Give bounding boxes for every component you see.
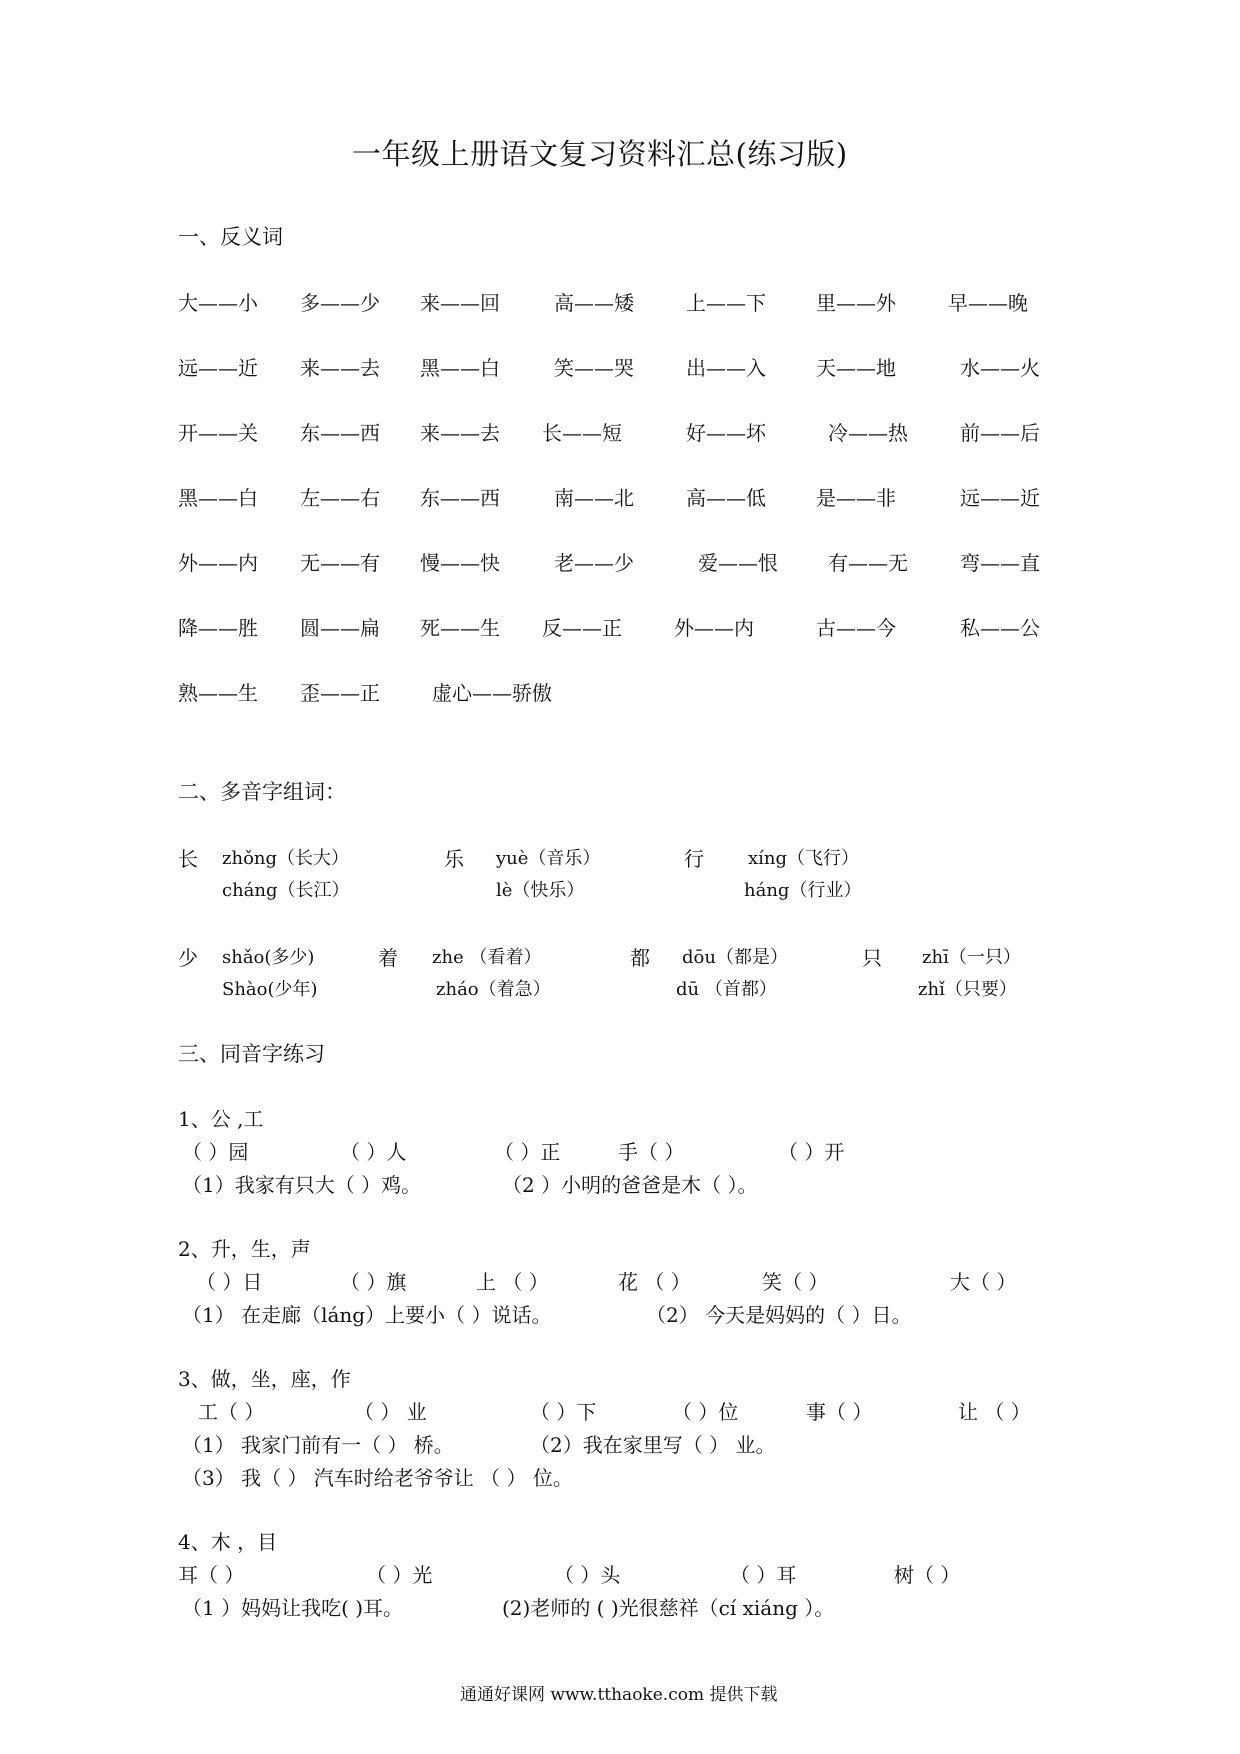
antonym-pair: 天——地	[816, 356, 896, 380]
antonym-pair: 南——北	[554, 486, 634, 510]
polyphone-reading: zhǐ（只要）	[918, 979, 1017, 1000]
polyphone-reading: yuè（音乐）	[496, 848, 601, 869]
antonym-pair: 笑——哭	[554, 356, 634, 380]
fill-sentence: （1） 我家门前有一（ ） 桥。	[182, 1433, 454, 1457]
antonym-pair: 弯——直	[960, 551, 1040, 575]
antonym-pair: 前——后	[960, 421, 1040, 445]
antonym-pair: 冷——热	[828, 421, 908, 445]
blank-item: （ ）人	[340, 1140, 407, 1164]
antonym-pair: 私——公	[960, 616, 1040, 640]
blank-item: 手（ ）	[618, 1140, 685, 1164]
antonym-pair: 爱——恨	[698, 551, 778, 575]
fill-sentence: （2 ）小明的爸爸是木（ ）。	[502, 1173, 758, 1197]
blank-item: （ ）光	[366, 1563, 433, 1587]
polyphone-reading: zhī（一只）	[922, 947, 1021, 968]
polyphone-reading: zhe （看着）	[432, 947, 542, 968]
antonym-pair: 虚心——骄傲	[432, 681, 552, 705]
polyphone-char: 乐	[444, 847, 464, 871]
fill-sentence: （1 ）妈妈让我吃( )耳。	[182, 1596, 404, 1620]
fill-sentence: （3） 我（ ） 汽车时给老爷爷让 （ ） 位。	[182, 1466, 573, 1490]
antonym-pair: 古——今	[816, 616, 896, 640]
polyphone-char: 着	[378, 946, 398, 970]
polyphone-char: 只	[862, 946, 882, 970]
exercise-title: 1、公 ,工	[178, 1107, 264, 1131]
polyphone-reading: dū （首都）	[676, 979, 777, 1000]
antonym-pair: 里——外	[816, 291, 896, 315]
blank-item: 大（ ）	[950, 1270, 1017, 1294]
antonym-pair: 出——入	[686, 356, 766, 380]
antonym-pair: 开——关	[178, 421, 258, 445]
fill-sentence: （2）我在家里写（ ） 业。	[530, 1433, 776, 1457]
antonyms-heading: 一、反义词	[178, 225, 283, 249]
antonym-pair: 外——内	[674, 616, 754, 640]
fill-sentence: (2)老师的 ( )光很慈祥（cí xiáng ）。	[502, 1596, 835, 1620]
antonym-pair: 东——西	[300, 421, 380, 445]
blank-item: （ ）正	[494, 1140, 561, 1164]
polyphones-heading: 二、多音字组词：	[178, 780, 346, 804]
antonym-pair: 上——下	[686, 291, 766, 315]
antonym-pair: 高——矮	[554, 291, 634, 315]
antonym-pair: 左——右	[300, 486, 380, 510]
antonym-pair: 早——晚	[948, 291, 1028, 315]
antonym-pair: 黑——白	[420, 356, 500, 380]
blank-item: （ ）园	[182, 1140, 249, 1164]
fill-sentence: （1）我家有只大（ ）鸡。	[182, 1173, 422, 1197]
polyphone-char: 少	[178, 946, 198, 970]
antonym-pair: 死——生	[420, 616, 500, 640]
antonym-pair: 长——短	[542, 421, 622, 445]
antonym-pair: 远——近	[960, 486, 1040, 510]
blank-item: （ ）下	[530, 1400, 597, 1424]
blank-item: （ ）头	[554, 1563, 621, 1587]
antonym-pair: 远——近	[178, 356, 258, 380]
blank-item: （ ）日	[196, 1270, 263, 1294]
antonym-pair: 慢——快	[420, 551, 500, 575]
footer-credit: 通通好课网 www.tthaoke.com 提供下载	[460, 1685, 778, 1705]
fill-sentence: （2） 今天是妈妈的（ ）日。	[646, 1303, 912, 1327]
antonym-pair: 有——无	[828, 551, 908, 575]
blank-item: （ ）位	[672, 1400, 739, 1424]
blank-item: 耳（ ）	[178, 1563, 245, 1587]
homophones-heading: 三、同音字练习	[178, 1042, 325, 1066]
antonym-pair: 降——胜	[178, 616, 258, 640]
polyphone-reading: xíng（飞行）	[748, 848, 860, 869]
antonym-pair: 好——坏	[686, 421, 766, 445]
antonym-pair: 多——少	[300, 291, 380, 315]
antonym-pair: 是——非	[816, 486, 896, 510]
antonym-pair: 老——少	[554, 551, 634, 575]
exercise-title: 3、做，坐，座，作	[178, 1367, 351, 1391]
antonym-pair: 高——低	[686, 486, 766, 510]
blank-item: 笑（ ）	[762, 1270, 829, 1294]
polyphone-reading: cháng（长江）	[222, 880, 350, 901]
page-title: 一年级上册语文复习资料汇总(练习版)	[352, 137, 848, 171]
blank-item: 让 （ ）	[958, 1400, 1031, 1424]
blank-item: （ ）开	[778, 1140, 845, 1164]
polyphone-reading: háng（行业）	[744, 880, 862, 901]
antonym-pair: 来——去	[420, 421, 500, 445]
blank-item: 树（ ）	[894, 1563, 961, 1587]
antonym-pair: 外——内	[178, 551, 258, 575]
blank-item: 事（ ）	[806, 1400, 873, 1424]
blank-item: 花 （ ）	[618, 1270, 691, 1294]
polyphone-reading: zháo（着急）	[436, 979, 551, 1000]
polyphone-reading: shǎo(多少)	[222, 947, 315, 968]
antonym-pair: 东——西	[420, 486, 500, 510]
antonym-pair: 来——去	[300, 356, 380, 380]
antonym-pair: 黑——白	[178, 486, 258, 510]
antonym-pair: 反——正	[542, 616, 622, 640]
polyphone-reading: Shào(少年)	[222, 979, 318, 1000]
polyphone-reading: dōu（都是）	[682, 947, 788, 968]
fill-sentence: （1） 在走廊（láng）上要小（ ）说话。	[182, 1303, 552, 1327]
polyphone-reading: lè（快乐）	[496, 880, 585, 901]
antonym-pair: 来——回	[420, 291, 500, 315]
polyphone-char: 长	[178, 847, 198, 871]
antonym-pair: 大——小	[178, 291, 258, 315]
blank-item: 工（ ）	[198, 1400, 265, 1424]
blank-item: （ ）旗	[340, 1270, 407, 1294]
blank-item: （ ） 业	[354, 1400, 427, 1424]
antonym-pair: 圆——扁	[300, 616, 380, 640]
blank-item: （ ）耳	[730, 1563, 797, 1587]
antonym-pair: 歪——正	[300, 681, 380, 705]
antonym-pair: 熟——生	[178, 681, 258, 705]
antonym-pair: 水——火	[960, 356, 1040, 380]
antonym-pair: 无——有	[300, 551, 380, 575]
blank-item: 上 （ ）	[476, 1270, 549, 1294]
polyphone-reading: zhǒng（长大）	[222, 848, 350, 869]
exercise-title: 4、木 ，目	[178, 1530, 278, 1554]
polyphone-char: 都	[630, 946, 650, 970]
exercise-title: 2、升，生，声	[178, 1237, 311, 1261]
polyphone-char: 行	[684, 847, 704, 871]
